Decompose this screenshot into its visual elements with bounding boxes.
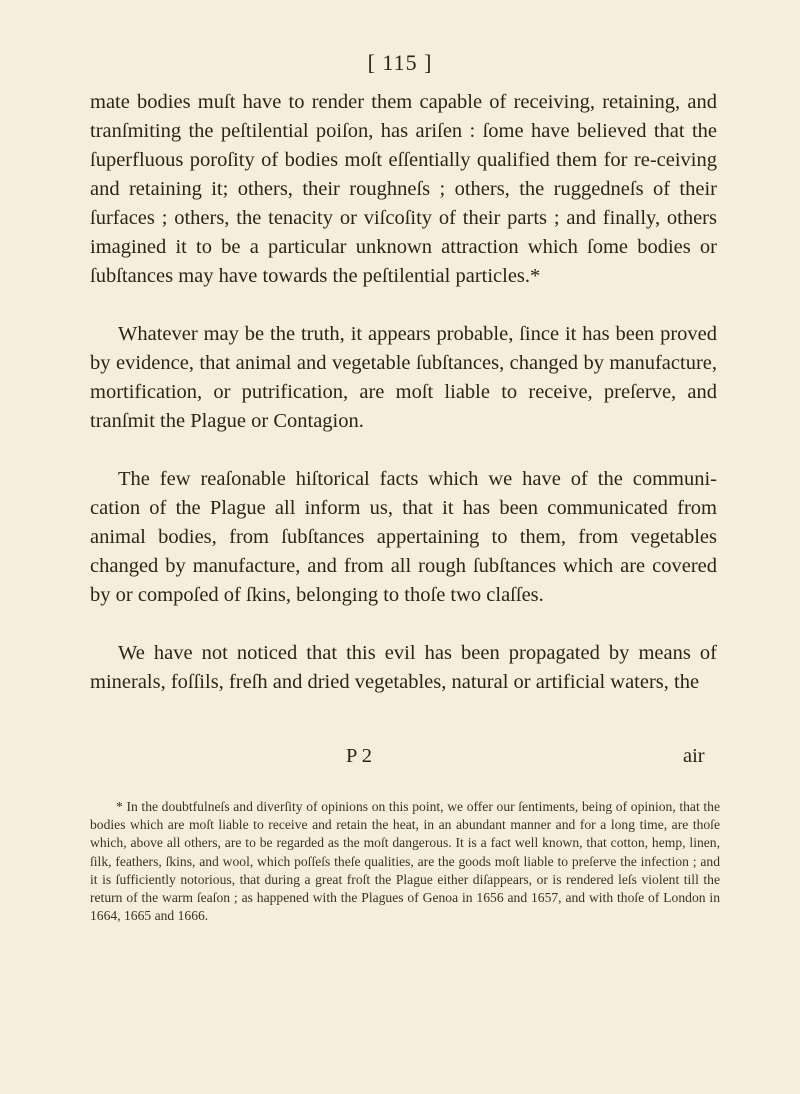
catchword: air	[683, 745, 705, 767]
paragraph-whatever: Whatever may be the truth, it appears probable, ſince it has been proved by evidence, that animal and vegetable ſubſtances, changed by manufacture, mortification, or putrification, are moſt liable to receive, preſerve, and tranſmit the Plague or Contagion.	[90, 323, 717, 432]
catch-line	[0, 745, 800, 775]
paragraph-continuation: mate bodies muſt have to render them capable of receiving, retaining, and tranſmiting the peſtilential poiſon, has ariſen : ſome have believed that the ſuperfluous poroſity of bodies moſt eſſentially qualified them for re-ceiving and retaining it; others, their roughneſs ; others, the ruggedneſs of their ſurfaces ; others, the tenacity or viſcoſity of their parts ; and finally, others imagined it to be a particular unknown attraction which ſome bodies or ſubſtances may have towards the peſtilential particles.*	[90, 91, 717, 287]
signature-mark: P 2	[346, 745, 373, 767]
footnote: * In the doubtfulneſs and diverſity of opinions on this point, we offer our ſentiments, being of opinion, that the bodies which are moſt liable to receive and retain the heat, in an abundant manner and for a long time, are thoſe which, above all others, are to be regarded as the moſt dangerous. It is a fact well known, that cotton, hemp, linen, ſilk, feathers, ſkins, and wool, which poſſeſs theſe qualities, are the goods moſt liable to preſerve the infection ; and it is ſufficiently notorious, that during a great froſt the Plague either diſappears, or is rendered leſs violent till the return of the warm ſeaſon ; as happened with the Plagues of Genoa in 1656 and 1657, and with thoſe of London in 1664, 1665 and 1666.	[90, 799, 720, 924]
body-text	[90, 88, 717, 697]
page-number: [ 115 ]	[367, 50, 433, 75]
paragraph-minerals: We have not noticed that this evil has been propagated by means of minerals, foſſils, freſh and dried vegetables, natural or artificial waters, the	[90, 642, 717, 693]
paragraph-historical-facts: The few reaſonable hiſtorical facts which we have of the communi-cation of the Plague all inform us, that it has been communicated from animal bodies, from ſubſtances appertaining to them, from vegetables changed by manufacture, and from all rough ſubſtances which are covered by or compoſed of ſkins, belonging to thoſe two claſſes.	[90, 468, 717, 606]
